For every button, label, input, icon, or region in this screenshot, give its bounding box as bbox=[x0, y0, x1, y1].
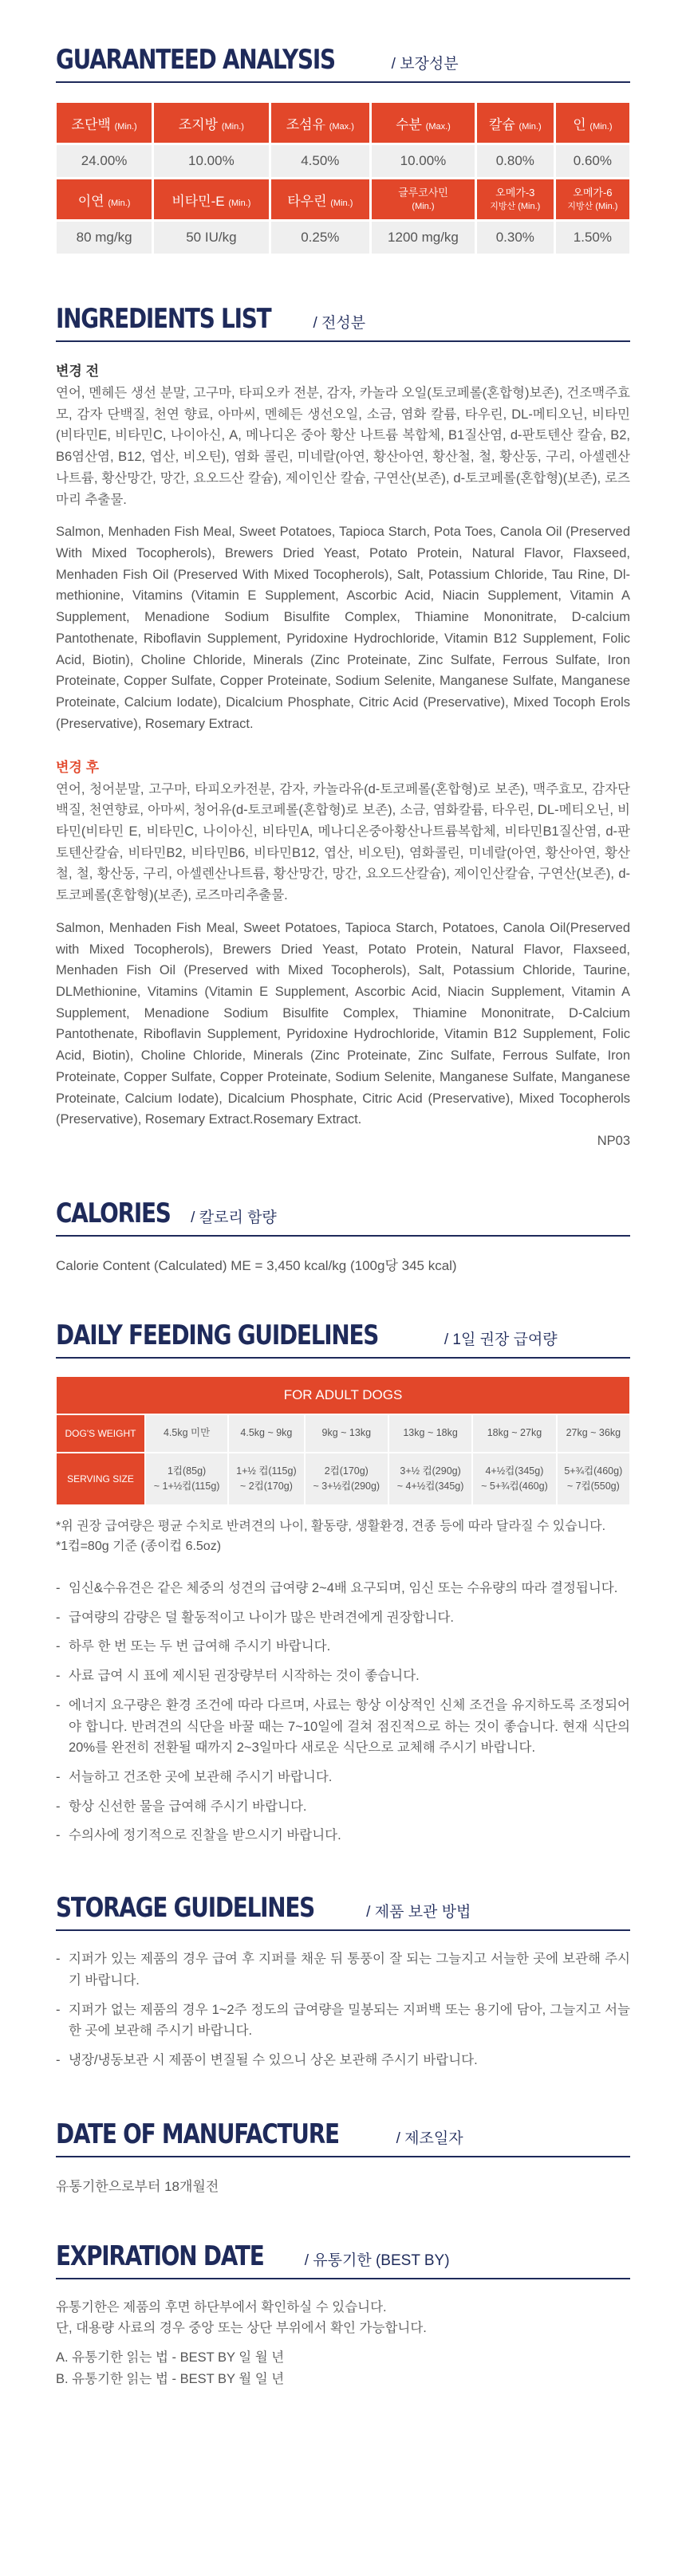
section-title: STORAGE GUIDELINES bbox=[56, 1892, 315, 1925]
table-cell: 0.25% bbox=[271, 222, 370, 254]
table-cell: 27kg ~ 36kg bbox=[557, 1414, 630, 1453]
feeding-section bbox=[0, 1274, 686, 1846]
expiration-section bbox=[0, 2195, 686, 2422]
after-ingredients-english: Salmon, Menhaden Fish Meal, Sweet Potatoes, Tapioca Starch, Potatoes, Canola Oil(Preserved with Mixed Tocopherols), Brewers Dried Yeast, Potato Protein, Natural Flavor, Flaxseed, Menhaden Fish Oil (Preserved with Mixed Tocopherols), Salt, Potassium Chloride, Taurine, DLMethionine, Vitamins (Vitamin E Supplement, Ascorbic Acid, Niacin Supplement, Vitamin A Supplement, Menadione Sodium Bisulfite Complex, Thiamine Mononitrate, D-Calcium Pantothenate, Riboflavin Supplement, Pyridoxine Hydrochloride, Vitamin B12 Supplement, Folic Acid, Biotin), Choline Chloride, Minerals (Zinc Proteinate, Zinc Sulfate, Ferrous Sulfate, Iron Proteinate, Copper Sulfate, Copper Proteinate, Sodium Selenite, Manganese Sulfate, Manganese Proteinate, Calcium Iodate), Dicalcium Phosphate, Citric Acid (Preservative), Mixed Tocopherols (Preservative), Rosemary Extract.Rosemary Extract. bbox=[56, 920, 630, 1127]
table-cell: 18kg ~ 27kg bbox=[472, 1414, 556, 1453]
before-ingredients-english: Salmon, Menhaden Fish Meal, Sweet Potatoes, Tapioca Starch, Pota Toes, Canola Oil (Preserved With Mixed Tocopherols), Brewers Dried Yeast, Potato Protein, Natural Flavor, Flaxseed, Menhaden Fish Oil (Preserved With Mixed Tocopherols), Salt, Potassium Chloride, Tau Rine, Dl-methionine, Vitamins (Vitamin E Supplement, Ascorbic Acid, Niacin Supplement, Vitamin A Supplement, Menadione Sodium Bisulfite Complex, Thiamine Mononitrate, D-calcium Pantothenate, Riboflavin Supplement, Pyridoxine Hydrochloride, Vitamin B12 Supplement, Folic Acid, Biotin), Choline Chloride, Minerals (Zinc Proteinate, Zinc Sulfate, Ferrous Sulfate, Iron Proteinate, Copper Sulfate, Copper Proteinate, Sodium Selenite, Manganese Sulfate, Manganese Proteinate, Calcium Iodate), Dicalcium Phosphate, Citric Acid (Preservative), Mixed Tocoph Erols (Preservative), Rosemary Extract. bbox=[56, 525, 630, 731]
product-code: NP03 bbox=[597, 1134, 630, 1148]
table-cell: 3+½ 컵(290g) ~ 4+½컵(345g) bbox=[388, 1453, 472, 1505]
before-ingredients-korean: 연어, 멘헤든 생선 분말, 고구마, 타피오카 전분, 감자, 카놀라 오일(토코페롤(혼합형)보존), 건조맥주효모, 감자 단백질, 천연 향료, 아마씨, 멘헤든 생선오일, 소금, 염화 칼륨, 타우린, DL-메티오닌, 비타민(비타민E, 비타민C, 나이아신, A, 메나디온 중아 황산 나트륨 복합체, B1질산염, d-판토텐산 칼슘, B2, B6염산염, B12, 엽산, 비오틴), 염화 콜린, 미네랄(아연, 황산아연, 황산철, 철, 황산동, 구리, 아셀렌산 나트륨, 황산망간, 망간, 요오드산 칼슘), 제이인산 칼슘, 구연산(보존), d-토코페롤(혼합형)(보존), 로즈마리 추출물. bbox=[56, 386, 630, 507]
list-item: - 임신&수유견은 같은 체중의 성견의 급여량 2~4배 요구되며, 임신 또는 수유량의 따라 결정됩니다. bbox=[56, 1578, 630, 1599]
table-header-cell: 수분 (Max.) bbox=[372, 103, 475, 143]
table-cell: 1+½ 컵(115g) ~ 2컵(170g) bbox=[228, 1453, 304, 1505]
feeding-table-title: FOR ADULT DOGS bbox=[56, 1376, 630, 1414]
table-cell: 0.30% bbox=[477, 222, 554, 254]
after-ingredients-korean: 연어, 청어분말, 고구마, 타피오카전분, 감자, 카놀라유(d-토코페롤(혼합형)로 보존), 맥주효모, 감자단백질, 천연향료, 아마씨, 청어유(d-토코페롤(혼합형)로 보존), 소금, 염화칼륨, 타우린, DL-메티오닌, 비타민(비타민 E, 비타민C, 나이아신, 비타민A, 메나디온중아황산나트륨복합체, 비타민B1질산염, d-판토텐산칼슘, 비타민B2, 비타민B6, 비타민B12, 엽산, 비오틴), 염화콜린, 미네랄(아연, 황산아연, 황산철, 철, 황산동, 구리, 아셀렌산나트륨, 황산망간, 망간, 요오드산칼슘), 제이인산칼슘, 구연산(보존), d-토코페롤(혼합형)(보존), 로즈마리추출물. bbox=[56, 781, 630, 903]
calorie-content: Calorie Content (Calculated) ME = 3,450 kcal/kg (100g당 345 kcal) bbox=[56, 1257, 457, 1273]
table-cell: 80 mg/kg bbox=[57, 222, 152, 254]
table-header-cell: 오메가-3 지방산 (Min.) bbox=[477, 179, 554, 219]
table-cell: 1컵(85g) ~ 1+½컵(115g) bbox=[145, 1453, 228, 1505]
feeding-notes bbox=[56, 1516, 630, 1557]
table-cell: 4+½컵(345g) ~ 5+¾컵(460g) bbox=[472, 1453, 556, 1505]
table-cell: 10.00% bbox=[372, 145, 475, 177]
feeding-table-title-row bbox=[56, 1376, 630, 1414]
expiration-text bbox=[56, 2297, 630, 2339]
table-cell: 4.5kg ~ 9kg bbox=[228, 1414, 304, 1453]
feeding-heading bbox=[56, 1319, 630, 1359]
table-cell: 13kg ~ 18kg bbox=[388, 1414, 472, 1453]
storage-list bbox=[56, 1949, 630, 2071]
section-subtitle: / 제조일자 bbox=[396, 2130, 463, 2147]
table-row bbox=[57, 145, 629, 177]
feeding-table bbox=[56, 1376, 630, 1505]
table-cell: 0.60% bbox=[556, 145, 629, 177]
product-code-row bbox=[56, 1131, 630, 1152]
section-subtitle: / 칼로리 함량 bbox=[191, 1209, 277, 1226]
calories-heading bbox=[56, 1197, 630, 1237]
table-header-cell: 비타민-E (Min.) bbox=[154, 179, 268, 219]
before-label: 변경 전 bbox=[56, 364, 99, 379]
feeding-note: *1컵=80g 기준 (종이컵 6.5oz) bbox=[56, 1540, 222, 1554]
table-header-row bbox=[57, 179, 629, 219]
weight-row bbox=[56, 1414, 630, 1453]
ingredients-section bbox=[0, 256, 686, 1152]
list-item: - 에너지 요구량은 환경 조건에 따라 다르며, 사료는 항상 이상적인 신체 조건을 유지하도록 조정되어야 합니다. 반려견의 식단을 바꿀 때는 7~10일에 걸쳐 점진적으로 하는 것이 좋습니다. 현재 식단의 20%를 완전히 전환될 때까지 2~3일마다 새로운 식단으로 교체해 주시기 바랍니다. bbox=[56, 1695, 630, 1759]
section-title: INGREDIENTS LIST bbox=[56, 303, 271, 335]
table-header-row bbox=[57, 103, 629, 143]
table-header-cell: 인 (Min.) bbox=[556, 103, 629, 143]
feeding-note: *위 권장 급여량은 평균 수치로 반려견의 나이, 활동량, 생활환경, 견종 등에 따라 달라질 수 있습니다. bbox=[56, 1519, 606, 1533]
table-row bbox=[57, 222, 629, 254]
expiration-line: 단, 대용량 사료의 경우 중앙 또는 상단 부위에서 확인 가능합니다. bbox=[56, 2321, 427, 2336]
list-item: - 하루 한 번 또는 두 번 급여해 주시기 바랍니다. bbox=[56, 1636, 630, 1658]
list-item: - 지퍼가 있는 제품의 경우 급여 후 지퍼를 채운 뒤 통풍이 잘 되는 그늘지고 서늘한 곳에 보관해 주시기 바랍니다. bbox=[56, 1949, 630, 1991]
section-title: EXPIRATION DATE bbox=[56, 2240, 264, 2272]
table-cell: 1200 mg/kg bbox=[372, 222, 475, 254]
section-subtitle: / 1일 권장 급여량 bbox=[444, 1331, 558, 1348]
manufacture-section bbox=[0, 2079, 686, 2195]
section-title: DATE OF MANUFACTURE bbox=[56, 2118, 339, 2150]
section-title: CALORIES bbox=[56, 1197, 171, 1229]
list-item: - 냉장/냉동보관 시 제품이 변질될 수 있으니 상온 보관해 주시기 바랍니다. bbox=[56, 2050, 630, 2071]
table-cell: 1.50% bbox=[556, 222, 629, 254]
table-header-cell: 오메가-6 지방산 (Min.) bbox=[556, 179, 629, 219]
table-header-cell: 조단백 (Min.) bbox=[57, 103, 152, 143]
expiration-heading bbox=[56, 2240, 630, 2279]
manufacture-text: 유통기한으로부터 18개월전 bbox=[56, 2178, 219, 2194]
list-item: - 항상 신선한 물을 급여해 주시기 바랍니다. bbox=[56, 1796, 630, 1818]
after-label: 변경 후 bbox=[56, 759, 99, 775]
section-title: DAILY FEEDING GUIDELINES bbox=[56, 1319, 379, 1351]
table-cell: 50 IU/kg bbox=[154, 222, 268, 254]
table-header-cell: 글루코사민 (Min.) bbox=[372, 179, 475, 219]
table-header-cell: 이연 (Min.) bbox=[57, 179, 152, 219]
storage-heading bbox=[56, 1894, 630, 1931]
table-cell: 24.00% bbox=[57, 145, 152, 177]
section-subtitle: / 전성분 bbox=[313, 315, 366, 332]
section-subtitle: / 제품 보관 방법 bbox=[366, 1904, 471, 1921]
table-cell: 4.50% bbox=[271, 145, 370, 177]
calories-section bbox=[0, 1152, 686, 1274]
section-subtitle: / 유통기한 (BEST BY) bbox=[304, 2252, 450, 2269]
expiration-reading bbox=[56, 2347, 630, 2389]
table-cell: 4.5kg 미만 bbox=[145, 1414, 228, 1453]
guaranteed-analysis-table bbox=[54, 100, 632, 256]
weight-label: DOG'S WEIGHT bbox=[56, 1414, 145, 1453]
table-cell: 5+¾컵(460g) ~ 7컵(550g) bbox=[557, 1453, 630, 1505]
table-cell: 10.00% bbox=[154, 145, 268, 177]
list-item: - 서늘하고 건조한 곳에 보관해 주시기 바랍니다. bbox=[56, 1767, 630, 1788]
feeding-list bbox=[56, 1578, 630, 1846]
expiration-line: B. 유통기한 읽는 법 - BEST BY 월 일 년 bbox=[56, 2371, 285, 2386]
list-item: - 수의사에 정기적으로 진찰을 받으시기 바랍니다. bbox=[56, 1825, 630, 1846]
list-item: - 사료 급여 시 표에 제시된 권장량부터 시작하는 것이 좋습니다. bbox=[56, 1666, 630, 1687]
expiration-line: 유통기한은 제품의 후면 하단부에서 확인하실 수 있습니다. bbox=[56, 2299, 387, 2314]
table-cell: 0.80% bbox=[477, 145, 554, 177]
section-title: GUARANTEED ANALYSIS bbox=[56, 44, 335, 76]
table-header-cell: 타우린 (Min.) bbox=[271, 179, 370, 219]
serving-label: SERVING SIZE bbox=[56, 1453, 145, 1505]
manufacture-heading bbox=[56, 2118, 630, 2157]
table-header-cell: 칼슘 (Min.) bbox=[477, 103, 554, 143]
serving-row bbox=[56, 1453, 630, 1505]
list-item: - 급여량의 감량은 덜 활동적이고 나이가 많은 반려견에게 권장합니다. bbox=[56, 1607, 630, 1629]
ingredients-heading bbox=[56, 305, 630, 342]
storage-section bbox=[0, 1854, 686, 2071]
guaranteed-analysis-section bbox=[0, 0, 686, 256]
section-subtitle: / 보장성분 bbox=[391, 56, 459, 73]
table-cell: 2컵(170g) ~ 3+½컵(290g) bbox=[305, 1453, 388, 1505]
list-item: - 지퍼가 없는 제품의 경우 1~2주 정도의 급여량을 밀봉되는 지퍼백 또는 용기에 담아, 그늘지고 서늘한 곳에 보관해 주시기 바랍니다. bbox=[56, 2000, 630, 2042]
table-header-cell: 조섬유 (Max.) bbox=[271, 103, 370, 143]
table-header-cell: 조지방 (Min.) bbox=[154, 103, 268, 143]
table-cell: 9kg ~ 13kg bbox=[305, 1414, 388, 1453]
guaranteed-analysis-heading bbox=[56, 46, 630, 83]
expiration-line: A. 유통기한 읽는 법 - BEST BY 일 월 년 bbox=[56, 2350, 285, 2366]
